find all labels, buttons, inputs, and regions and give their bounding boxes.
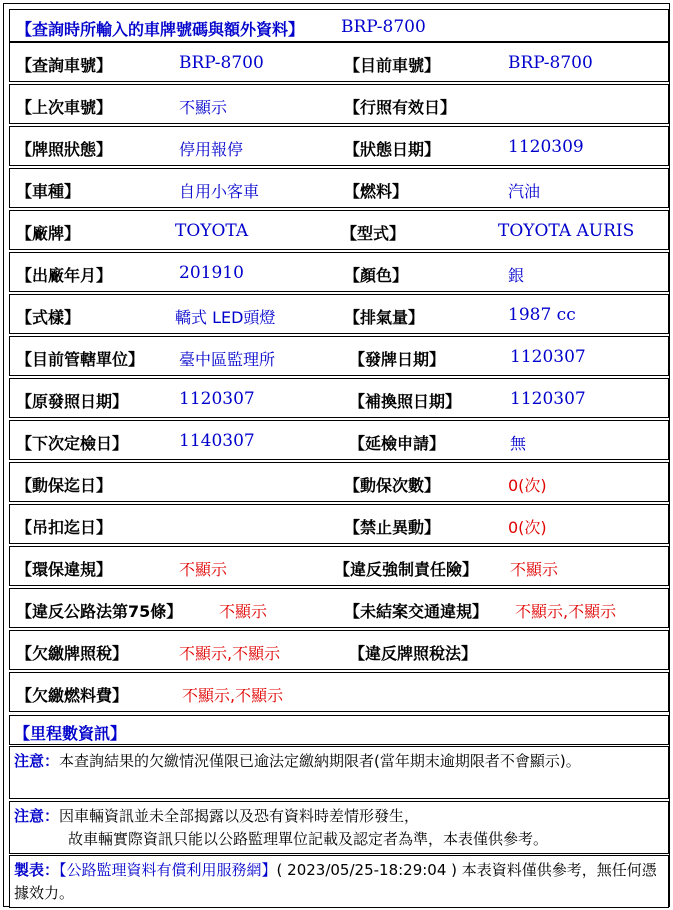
- field-value: TOYOTA: [175, 221, 249, 241]
- info-row: [9, 126, 669, 166]
- notice-overdue: [9, 746, 669, 799]
- notice-source-text: ( 2023/05/25-18:29:04 ) 本表資料僅供參考，無任何憑據效力。: [14, 861, 657, 902]
- field-value: 臺中區監理所: [179, 350, 276, 369]
- info-row: [9, 672, 669, 712]
- field-label: 【出廠年月】: [16, 266, 113, 285]
- field-label: 【未結案交通違規】: [344, 602, 489, 621]
- field-label: 【排氣量】: [344, 308, 425, 327]
- info-row: [9, 588, 669, 628]
- field-label: 【動保次數】: [344, 476, 441, 495]
- mileage-section: [9, 715, 669, 745]
- field-value: BRP-8700: [508, 53, 593, 73]
- field-value: BRP-8700: [179, 53, 264, 73]
- field-label: 【目前車號】: [344, 56, 441, 75]
- field-value: 停用報停: [179, 140, 244, 159]
- info-row: [9, 336, 669, 376]
- field-label: 【式樣】: [16, 308, 81, 327]
- notice-overdue-text: 本查詢結果的欠繳情況僅限已逾法定繳納期限者(當年期末逾期限者不會顯示)。: [59, 752, 581, 770]
- field-value: 自用小客車: [179, 182, 260, 201]
- field-label: 【廠牌】: [16, 224, 81, 243]
- field-label: 【車種】: [16, 182, 81, 201]
- info-row: [9, 42, 669, 82]
- info-row: [9, 210, 669, 250]
- field-label: 【環保違規】: [16, 560, 113, 579]
- info-row: [9, 252, 669, 292]
- notice-overdue-label: 注意：: [14, 752, 60, 770]
- report-frame: [3, 3, 670, 907]
- field-value: 銀: [508, 266, 525, 285]
- info-row: [9, 378, 669, 418]
- notice-source-label: 製表：: [14, 861, 60, 879]
- info-row: [9, 168, 669, 208]
- field-label: 【吊扣迄日】: [16, 518, 113, 537]
- field-label: 【違反牌照稅法】: [349, 644, 478, 663]
- field-label: 【禁止異動】: [344, 518, 441, 537]
- notice-disclaimer-line2: 故車輛實際資訊只能以公路監理單位記載及認定者為準，本表僅供參考。: [68, 830, 549, 848]
- field-value: 不顯示: [179, 98, 228, 117]
- info-row: [9, 630, 669, 670]
- field-label: 【牌照狀態】: [16, 140, 113, 159]
- field-value: 轎式 LED頭燈: [175, 308, 276, 327]
- field-label: 【行照有效日】: [344, 98, 457, 117]
- field-label: 【動保迄日】: [16, 476, 113, 495]
- field-label: 【上次車號】: [16, 98, 113, 117]
- field-label: 【延檢申請】: [349, 434, 446, 453]
- field-value: 無: [510, 434, 527, 453]
- info-row: [9, 84, 669, 124]
- field-value: 不顯示: [179, 560, 228, 579]
- notice-disclaimer-label: 注意：: [14, 807, 60, 825]
- field-label: 【違反公路法第75條】: [16, 602, 183, 621]
- info-row: [9, 504, 669, 544]
- field-label: 【欠繳燃料費】: [16, 686, 129, 705]
- field-label: 【原發照日期】: [16, 392, 129, 411]
- query-header-plate: BRP-8700: [341, 17, 426, 37]
- field-label: 【下次定檢日】: [16, 434, 129, 453]
- field-value: 不顯示: [510, 560, 559, 579]
- field-value: 0(次): [508, 518, 547, 537]
- field-value: 1120307: [510, 347, 586, 367]
- notice-disclaimer-line1: 因車輛資訊並未全部揭露以及恐有資料時差情形發生，: [59, 807, 420, 825]
- field-label: 【違反強制責任險】: [334, 560, 479, 579]
- field-label: 【燃料】: [344, 182, 409, 201]
- field-value: 1120307: [179, 389, 255, 409]
- field-label: 【查詢車號】: [16, 56, 113, 75]
- field-value: 0(次): [508, 476, 547, 495]
- field-label: 【狀態日期】: [344, 140, 441, 159]
- notice-source-service: 【公路監理資料有償利用服務網】: [59, 861, 277, 879]
- field-label: 【顏色】: [344, 266, 409, 285]
- field-value: 1120309: [508, 137, 584, 157]
- field-value: 201910: [179, 263, 244, 283]
- info-row: [9, 546, 669, 586]
- field-label: 【型式】: [341, 224, 406, 243]
- info-row: [9, 294, 669, 334]
- field-value: 不顯示,不顯示: [515, 602, 617, 621]
- query-header: [9, 9, 669, 42]
- field-value: 不顯示,不顯示: [179, 644, 281, 663]
- notice-disclaimer: [9, 801, 669, 854]
- field-label: 【目前管轄單位】: [16, 350, 145, 369]
- notice-source: [9, 855, 669, 908]
- field-value: 不顯示,不顯示: [182, 686, 284, 705]
- field-value: TOYOTA AURIS: [498, 221, 635, 241]
- field-value: 1120307: [510, 389, 586, 409]
- field-label: 【欠繳牌照稅】: [16, 644, 129, 663]
- info-row: [9, 462, 669, 502]
- info-row: [9, 420, 669, 460]
- query-header-label: 【查詢時所輸入的車牌號碼與額外資料】: [16, 20, 305, 39]
- field-value: 1987 cc: [508, 305, 576, 325]
- field-value: 汽油: [508, 182, 541, 201]
- field-value: 不顯示: [219, 602, 268, 621]
- field-label: 【補換照日期】: [349, 392, 462, 411]
- field-label: 【發牌日期】: [349, 350, 446, 369]
- field-value: 1140307: [179, 431, 255, 451]
- mileage-label: 【里程數資訊】: [14, 724, 127, 743]
